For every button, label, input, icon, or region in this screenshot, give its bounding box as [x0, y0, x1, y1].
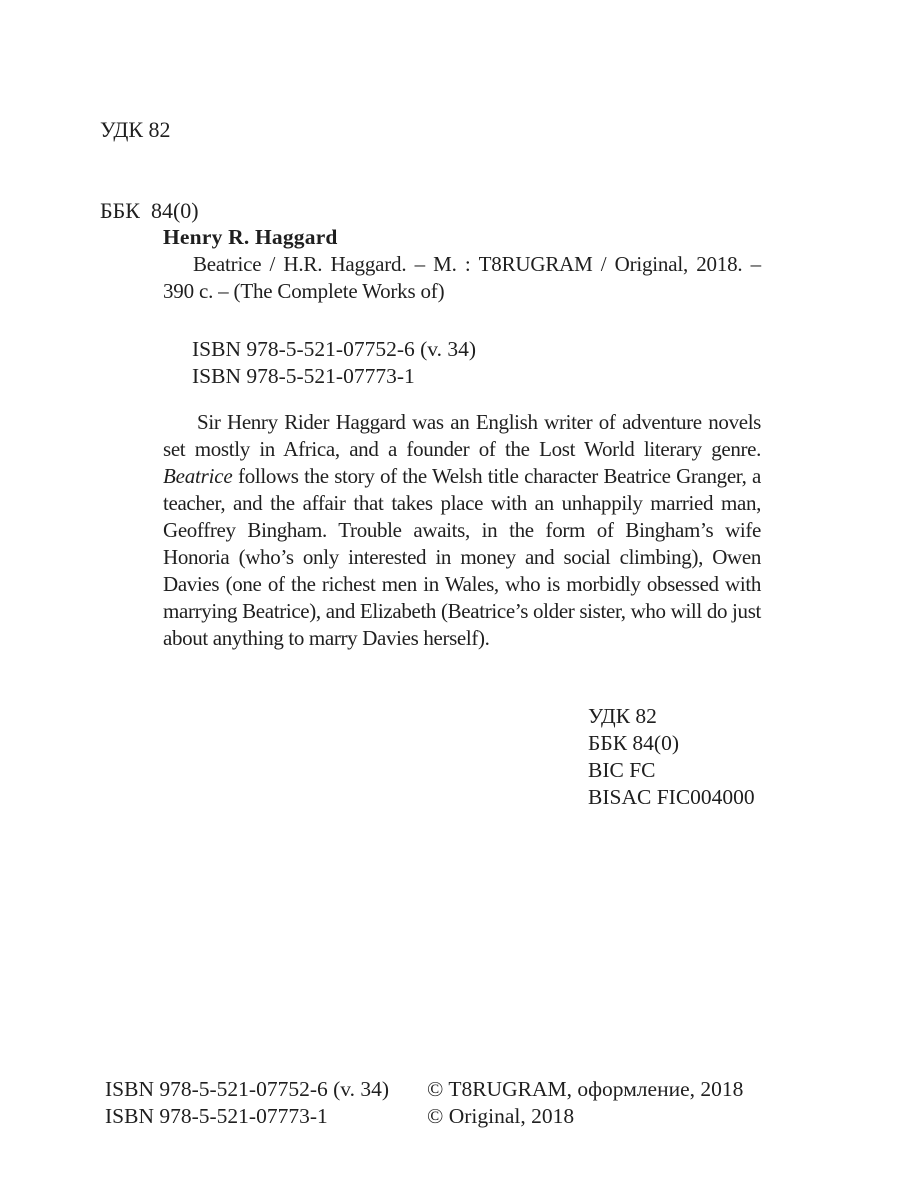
footer-copyright-column	[427, 1076, 743, 1130]
udk-code: УДК 82	[588, 704, 657, 728]
isbn-line-series: ISBN 978-5-521-07773-1	[192, 364, 415, 388]
classification-codes-block	[588, 703, 755, 811]
bic-code: BIC FC	[588, 758, 656, 782]
annotation-text-before: Sir Henry Rider Haggard was an English writer of adventure novels set mostly in Africa, and a founder of the Lost World literary genre.	[163, 410, 761, 461]
udk-code-top: УДК 82	[100, 117, 171, 142]
bbk-code: ББК 84(0)	[588, 731, 679, 755]
footer-isbn-series: ISBN 978-5-521-07773-1	[105, 1104, 328, 1128]
isbn-block	[192, 336, 476, 390]
copyright-original: © Original, 2018	[427, 1104, 575, 1128]
bbk-code-top: ББК 84(0)	[100, 198, 199, 223]
annotation-text-after: follows the story of the Welsh title character Beatrice Granger, a teacher, and the affair that takes place with an unhappily married man, Geoffrey Bingham. Trouble awaits, in the form of Bingham’s wife Honoria (who’s only interested in money and social climbing), Owen Davies (one of the richest men in Wales, who is morbidly obsessed with marrying Beatrice), and Elizabeth (Beatrice’s older sister, who will do just about anything to marry Davies herself).	[163, 464, 761, 650]
footer-isbn-volume: ISBN 978-5-521-07752-6 (v. 34)	[105, 1077, 390, 1101]
copyright-publisher: © T8RUGRAM, оформление, 2018	[427, 1077, 744, 1101]
isbn-line-volume: ISBN 978-5-521-07752-6 (v. 34)	[192, 337, 477, 361]
citation-text: Beatrice / H.R. Haggard. – М. : T8RUGRAM / Original, 2018. – 390 с. – (The Complete Works of)	[163, 252, 761, 303]
footer-imprint	[105, 1076, 743, 1130]
annotation-paragraph	[163, 409, 761, 652]
book-title-italic: Beatrice	[163, 464, 233, 488]
author-name: Henry R. Haggard	[163, 225, 338, 249]
bisac-code: BISAC FIC004000	[588, 785, 755, 809]
bibliographic-citation	[163, 224, 761, 305]
footer-isbn-column	[105, 1076, 427, 1130]
